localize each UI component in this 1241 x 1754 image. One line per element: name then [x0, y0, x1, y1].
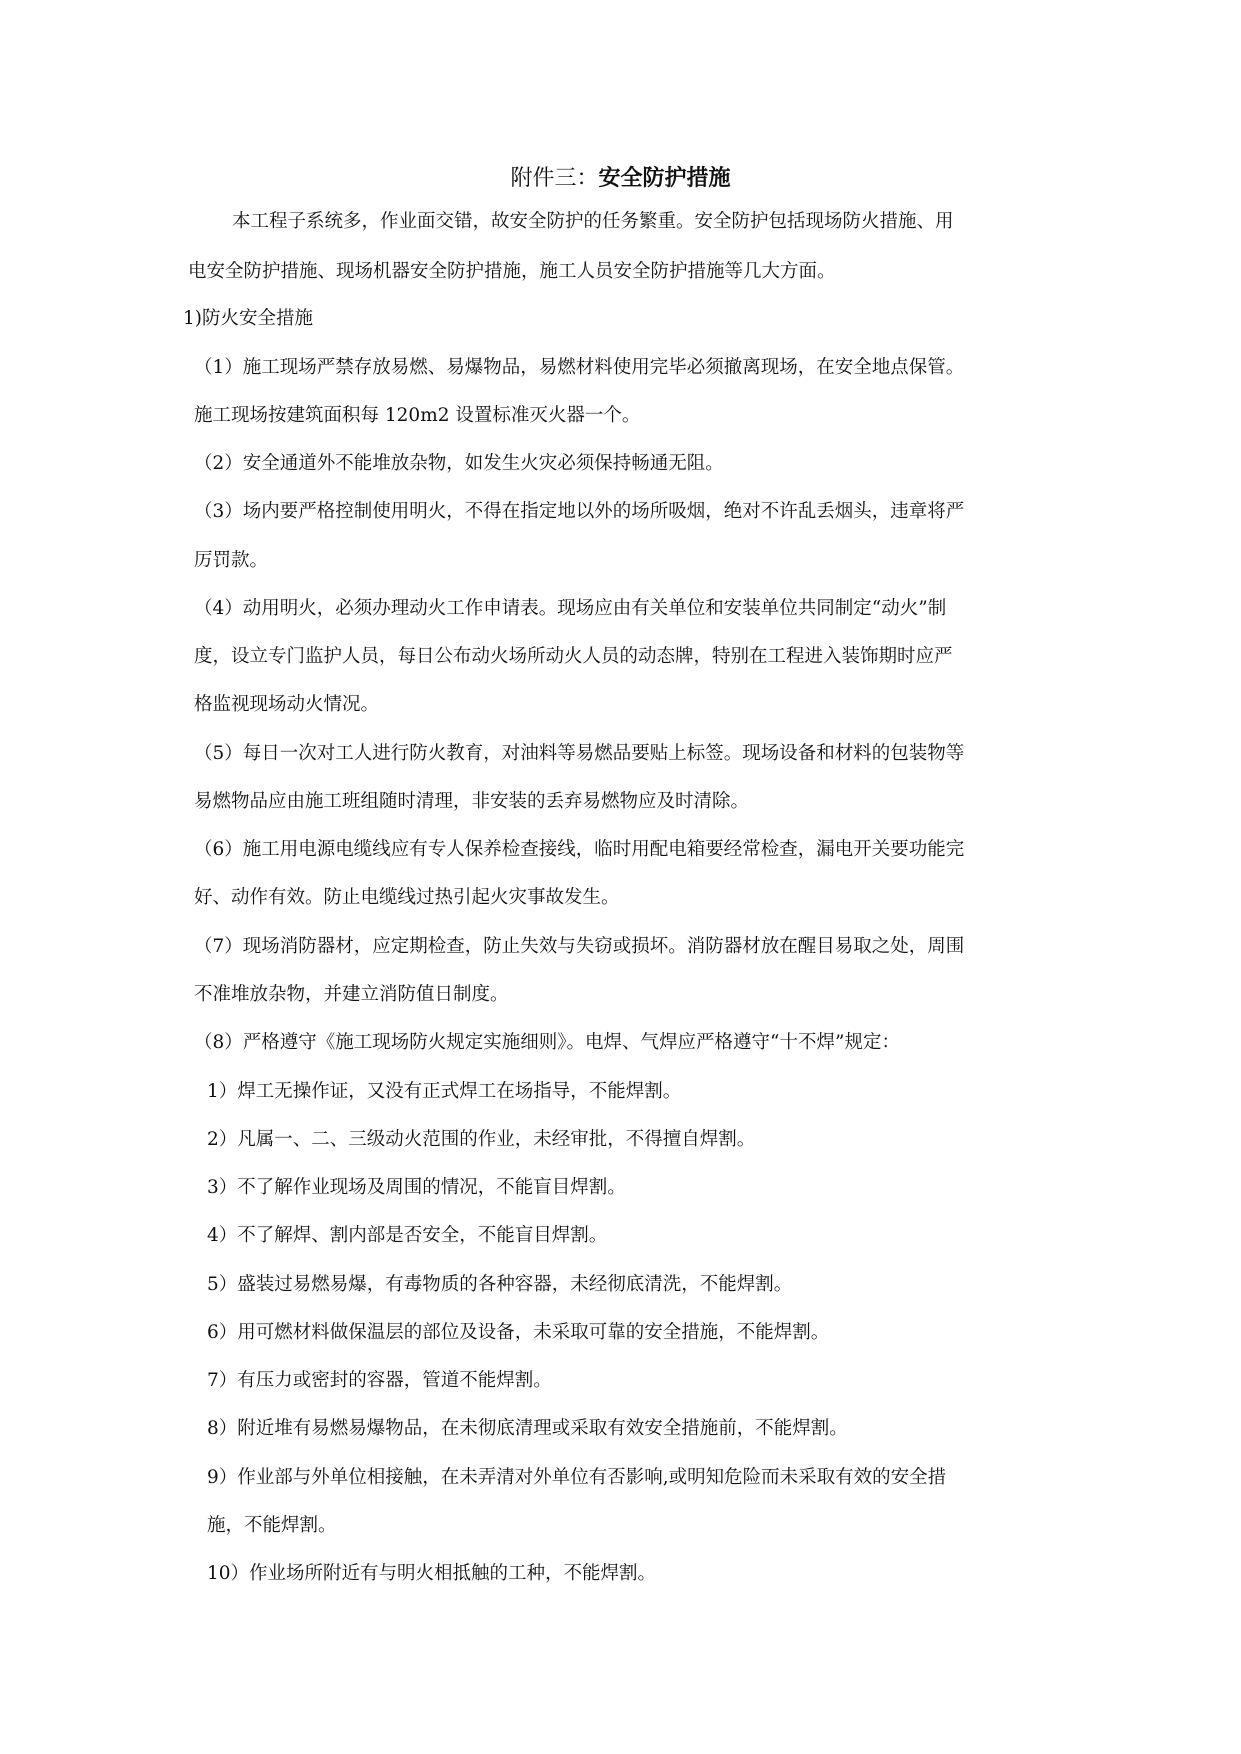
item-8-line-1: （8）严格遵守《施工现场防火规定实施细则》。电焊、气焊应严格遵守“十不焊”规定： [194, 1032, 900, 1053]
item-6-line-2: 好、动作有效。防止电缆线过热引起火灾事故发生。 [194, 887, 620, 908]
rule-5: 5）盛装过易燃易爆，有毒物质的各种容器，未经彻底清洗，不能焊割。 [207, 1274, 793, 1295]
intro-line-2: 电安全防护措施、现场机器安全防护措施，施工人员安全防护措施等几大方面。 [188, 261, 836, 282]
item-5-line-1: （5）每日一次对工人进行防火教育，对油料等易燃品要贴上标签。现场设备和材料的包装物等 [194, 743, 965, 764]
item-7-line-1: （7）现场消防器材，应定期检查，防止失效与失窃或损坏。消防器材放在醒目易取之处，周围 [194, 936, 965, 957]
rule-4: 4）不了解焊、割内部是否安全，不能盲目焊割。 [207, 1225, 608, 1246]
item-1-line-1: （1）施工现场严禁存放易燃、易爆物品，易燃材料使用完毕必须撤离现场，在安全地点保管。 [194, 357, 965, 378]
rule-2: 2）凡属一、二、三级动火范围的作业，未经审批，不得擅自焊割。 [207, 1129, 756, 1150]
rule-8: 8）附近堆有易燃易爆物品，在未彻底清理或采取有效安全措施前，不能焊割。 [207, 1418, 848, 1439]
title-main: 安全防护措施 [598, 165, 731, 191]
rule-7: 7）有压力或密封的容器，管道不能焊割。 [207, 1370, 552, 1391]
item-4-line-3: 格监视现场动火情况。 [194, 694, 380, 715]
rule-6: 6）用可燃材料做保温层的部位及设备，未采取可靠的安全措施，不能焊割。 [207, 1322, 830, 1343]
page-title [0, 163, 1241, 194]
section-heading-fire-safety: 1)防火安全措施 [183, 308, 313, 329]
rule-1: 1）焊工无操作证，又没有正式焊工在场指导，不能焊割。 [207, 1081, 682, 1102]
rule-9-line-2: 施，不能焊割。 [207, 1515, 337, 1536]
item-6-line-1: （6）施工用电源电缆线应有专人保养检查接线，临时用配电箱要经常检查，漏电开关要功能完 [194, 839, 965, 860]
item-5-line-2: 易燃物品应由施工班组随时清理，非安装的丢弃易燃物应及时清除。 [194, 791, 750, 812]
item-1-line-2: 施工现场按建筑面积每 120m2 设置标准灭火器一个。 [194, 405, 641, 426]
item-2-line-1: （2）安全通道外不能堆放杂物，如发生火灾必须保持畅通无阻。 [194, 453, 724, 474]
rule-9-line-1: 9）作业部与外单位相接触，在未弄清对外单位有否影响,或明知危险而未采取有效的安全措 [207, 1467, 947, 1488]
item-3-line-2: 厉罚款。 [194, 550, 269, 571]
intro-line-1: 本工程子系统多，作业面交错，故安全防护的任务繁重。安全防护包括现场防火措施、用 [232, 211, 954, 232]
title-prefix: 附件三： [510, 166, 599, 191]
rule-3: 3）不了解作业现场及周围的情况，不能盲目焊割。 [207, 1177, 626, 1198]
item-4-line-2: 度，设立专门监护人员，每日公布动火场所动火人员的动态牌，特别在工程进入装饰期时应严 [194, 646, 953, 667]
item-7-line-2: 不准堆放杂物，并建立消防值日制度。 [194, 984, 509, 1005]
item-4-line-1: （4）动用明火，必须办理动火工作申请表。现场应由有关单位和安装单位共同制定“动火”制 [194, 598, 947, 619]
rule-10: 10）作业场所附近有与明火相抵触的工种，不能焊割。 [207, 1563, 657, 1584]
item-3-line-1: （3）场内要严格控制使用明火，不得在指定地以外的场所吸烟，绝对不许乱丢烟头，违章将严 [194, 501, 965, 522]
